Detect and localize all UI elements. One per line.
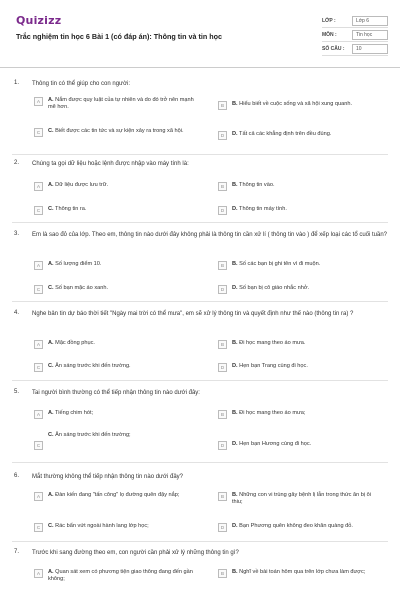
option-text: Số các bạn bị ghi tên vì đi muộn. <box>239 261 321 267</box>
option-text: Số bạn bị cô giáo nhắc nhở. <box>239 285 310 291</box>
option-checkbox[interactable]: B <box>218 410 227 419</box>
question-number: 6. <box>14 473 20 479</box>
question-divider <box>12 154 388 155</box>
meta-row-subject <box>322 28 388 42</box>
option-letter: B. <box>232 492 238 498</box>
option-text: Quan sát xem có phương tiện giao thông đang đến gần không; <box>48 569 193 583</box>
question-divider <box>12 301 388 302</box>
option-checkbox[interactable]: A <box>34 492 43 501</box>
option-letter: A. <box>48 410 54 416</box>
option-text: Đàn kiến đang "tấn công" lọ đường quên đậy nắp; <box>55 492 180 498</box>
option-letter: A. <box>48 261 54 267</box>
question-divider <box>12 541 388 542</box>
option-text: Số lượng điểm 10. <box>55 261 102 267</box>
question-number: 3. <box>14 231 20 237</box>
option-text: Nghĩ về bài toán hôm qua trên lớp chưa làm được; <box>239 569 366 575</box>
option-checkbox[interactable]: B <box>218 261 227 270</box>
option-text: Hẹn bạn Hương cùng đi học. <box>239 441 312 447</box>
question-text: Nghe bản tin dự báo thời tiết "Ngày mai trời có thể mưa", em sẽ xử lý thông tin và quyết định như thế nào (thông tin ra) ? <box>32 311 354 317</box>
option-checkbox[interactable]: D <box>218 523 227 532</box>
option-text: Tất cả các khẳng định trên đều đúng. <box>239 131 332 137</box>
option-text: Nắm được quy luật của tự nhiên và do đó trở nên mạnh mẽ hơn. <box>48 97 194 111</box>
meta-value: Lớp 6 <box>352 16 388 26</box>
question-number: 1. <box>14 80 20 86</box>
option-checkbox[interactable]: D <box>218 285 227 294</box>
quizizz-logo: Quizizz <box>16 14 62 27</box>
question-number: 7. <box>14 549 20 555</box>
option-text: Mặc đồng phục. <box>55 340 95 346</box>
meta-key: LỚP : <box>322 17 336 24</box>
option-text: Ăn sáng trước khi đến trường. <box>55 363 131 369</box>
option-letter: A. <box>48 97 54 103</box>
meta-key: SỐ CÂU : <box>322 45 345 52</box>
meta-row-class <box>322 14 388 28</box>
option-letter: A. <box>48 492 54 498</box>
question-number: 4. <box>14 310 20 316</box>
option-letter: A. <box>48 569 54 575</box>
question-divider <box>12 380 388 381</box>
option-checkbox[interactable]: B <box>218 182 227 191</box>
option-checkbox[interactable]: C <box>34 128 43 137</box>
meta-value: Tin học <box>352 30 388 40</box>
option-checkbox[interactable]: D <box>218 131 227 140</box>
option-text: Dữ liệu được lưu trữ. <box>55 182 108 188</box>
option-letter: C. <box>48 206 54 212</box>
option-checkbox[interactable]: A <box>34 340 43 349</box>
option-checkbox[interactable]: A <box>34 182 43 191</box>
option-letter: C. <box>48 128 54 134</box>
question-text: Trước khi sang đường theo em, con người cần phải xử lý những thông tin gì? <box>32 550 239 556</box>
question-text: Thông tin có thể giúp cho con người: <box>32 81 131 87</box>
option-text: Số bạn mặc áo xanh. <box>55 285 109 291</box>
option-letter: B. <box>232 261 238 267</box>
option-checkbox[interactable]: C <box>34 206 43 215</box>
option-checkbox[interactable]: C <box>34 441 43 450</box>
option-checkbox[interactable]: A <box>34 261 43 270</box>
option-checkbox[interactable]: D <box>218 441 227 450</box>
question-text: Tai người bình thường có thể tiếp nhận thông tin nào dưới đây: <box>32 390 200 396</box>
header-divider <box>0 67 400 68</box>
option-checkbox[interactable]: C <box>34 363 43 372</box>
option-letter: D. <box>232 206 238 212</box>
question-text: Mắt thường không thể tiếp nhận thông tin nào dưới đây? <box>32 474 184 480</box>
question-divider <box>12 222 388 223</box>
option-letter: A. <box>48 340 54 346</box>
meta-table <box>322 14 388 56</box>
option-letter: A. <box>48 182 54 188</box>
option-checkbox[interactable]: B <box>218 569 227 578</box>
option-text: Thông tin ra. <box>55 206 87 212</box>
option-checkbox[interactable]: B <box>218 101 227 110</box>
meta-row-count <box>322 42 388 56</box>
question-number: 5. <box>14 389 20 395</box>
option-text: Hiểu biết về cuộc sống và xã hội xung quanh. <box>239 101 353 107</box>
option-text: Thông tin vào. <box>239 182 275 188</box>
option-checkbox[interactable]: C <box>34 285 43 294</box>
option-letter: B. <box>232 410 238 416</box>
option-text: Những con vi trùng gây bệnh lị lẫn trong thức ăn bị ôi thiu; <box>232 492 372 506</box>
meta-key: MÔN : <box>322 31 337 38</box>
option-letter: B. <box>232 340 238 346</box>
option-text: Ăn sáng trước khi đến trường; <box>55 432 131 438</box>
option-checkbox[interactable]: B <box>218 340 227 349</box>
worksheet-header <box>0 0 400 62</box>
option-checkbox[interactable]: D <box>218 206 227 215</box>
option-letter: D. <box>232 441 238 447</box>
option-checkbox[interactable]: D <box>218 363 227 372</box>
option-letter: C. <box>48 285 54 291</box>
option-letter: C. <box>48 363 54 369</box>
question-text: Em là sao đỏ của lớp. Theo em, thông tin nào dưới đây không phải là thông tin cần xử lí ( thông tin vào ) để xếp loại các tổ cuối tuần? <box>32 232 388 238</box>
option-checkbox[interactable]: A <box>34 410 43 419</box>
option-checkbox[interactable]: C <box>34 523 43 532</box>
option-text: Hẹn bạn Trang cùng đi học. <box>239 363 308 369</box>
meta-value: 10 <box>352 44 388 54</box>
option-text: Rác bẩn vứt ngoài hành lang lớp học; <box>55 523 149 529</box>
question-number: 2. <box>14 160 20 166</box>
option-letter: D. <box>232 285 238 291</box>
option-checkbox[interactable]: B <box>218 492 227 501</box>
option-checkbox[interactable]: A <box>34 569 43 578</box>
option-text: Đi học mang theo áo mưa. <box>239 340 306 346</box>
option-letter: B. <box>232 569 238 575</box>
option-letter: B. <box>232 101 238 107</box>
option-letter: D. <box>232 523 238 529</box>
question-text: Chúng ta gọi dữ liệu hoặc lệnh được nhập vào máy tính là: <box>32 161 189 167</box>
option-letter: D. <box>232 131 238 137</box>
question-divider <box>12 462 388 463</box>
option-text: Biết được các tin tức và sự kiện xảy ra trong xã hội. <box>55 128 184 134</box>
option-letter: C. <box>48 432 54 438</box>
option-letter: B. <box>232 182 238 188</box>
option-text: Thông tin máy tính. <box>239 206 287 212</box>
page-title: Trắc nghiệm tin học 6 Bài 1 (có đáp án): Thông tin và tin học <box>16 32 223 41</box>
option-text: Đi học mang theo áo mưa; <box>239 410 306 416</box>
option-text: Bạn Phương quên không đeo khăn quàng đỏ. <box>239 523 353 529</box>
option-letter: C. <box>48 523 54 529</box>
option-text: Tiếng chim hót; <box>55 410 94 416</box>
option-letter: D. <box>232 363 238 369</box>
option-checkbox[interactable]: A <box>34 97 43 106</box>
